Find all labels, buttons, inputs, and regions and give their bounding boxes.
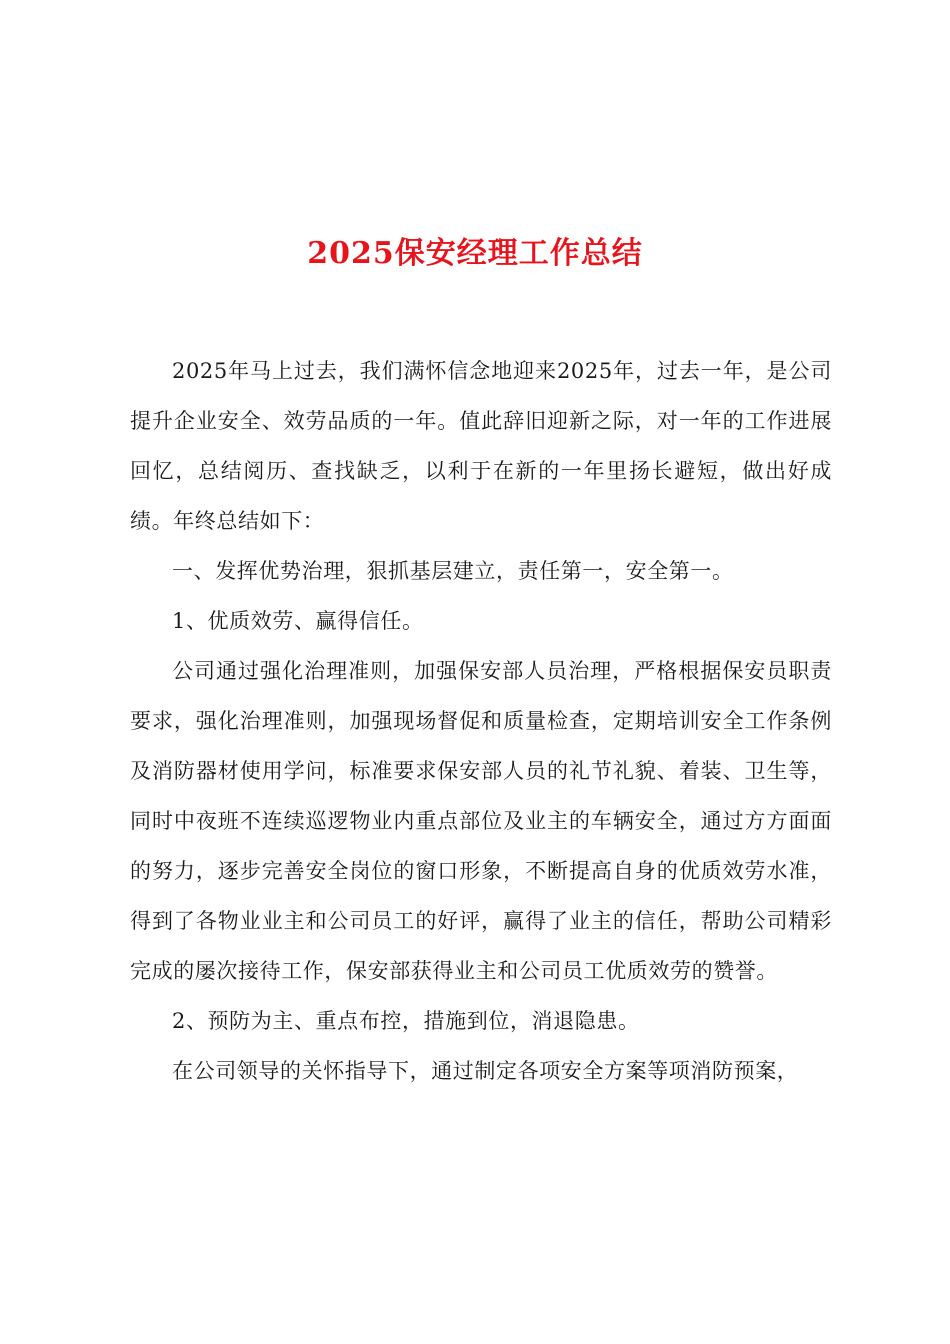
paragraph-intro: 2025年马上过去，我们满怀信念地迎来2025年，过去一年，是公司提升企业安全、效劳品质的一年。值此辞旧迎新之际，对一年的工作进展回忆，总结阅历、查找缺乏，以利于在新的一年里扬长避短，做出好成绩。年终总结如下： [130,359,832,533]
subsection-heading-1: 1、优质效劳、赢得信任。 [172,609,424,633]
paragraph-service: 公司通过强化治理准则，加强保安部人员治理，严格根据保安员职责要求，强化治理准则，加强现场督促和质量检查，定期培训安全工作条例及消防器材使用学问，标准要求保安部人员的礼节礼貌、着装、卫生等，同时中夜班不连续巡逻物业内重点部位及业主的车辆安全，通过方方面面的努力，逐步完善安全岗位的窗口形象，不断提高自身的优质效劳水准，得到了各物业业主和公司员工的好评，赢得了业主的信任，帮助公司精彩完成的屡次接待工作，保安部获得业主和公司员工优质效劳的赞誉。 [130,659,832,983]
document-body [130,346,832,1096]
section-heading-1: 一、发挥优势治理，狠抓基层建立，责任第一，安全第一。 [172,559,734,583]
paragraph-prevention: 在公司领导的关怀指导下，通过制定各项安全方案等项消防预案， [172,1059,799,1083]
document-title: 2025保安经理工作总结 [307,236,643,272]
subsection-heading-2: 2、预防为主、重点布控，措施到位，消退隐患。 [172,1009,640,1033]
